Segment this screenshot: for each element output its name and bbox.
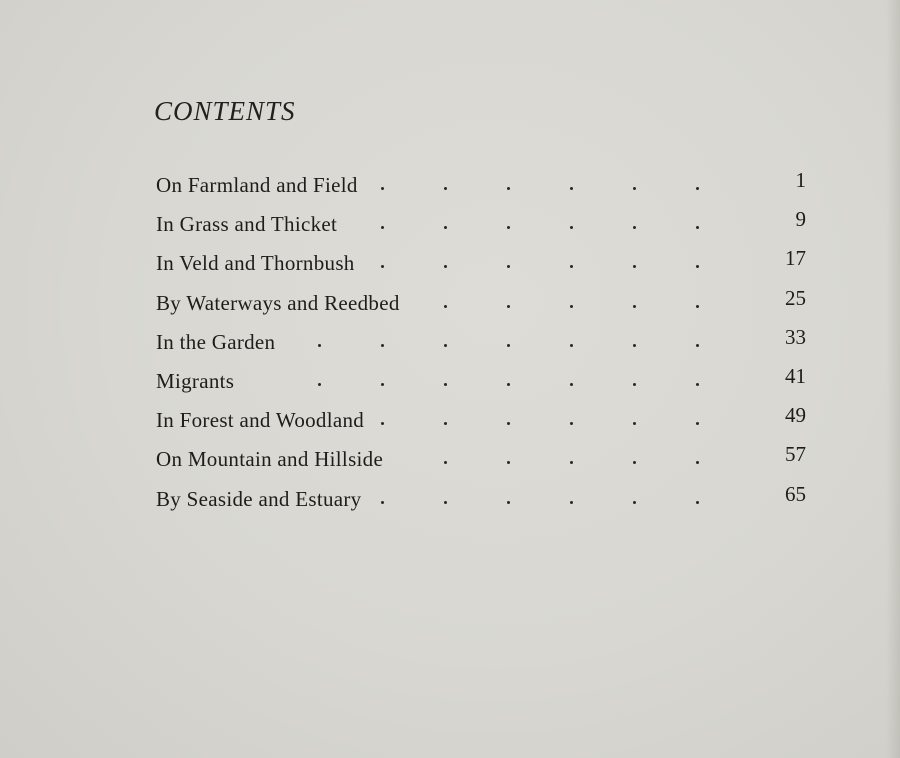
leader-dot [381,226,384,229]
leader-dot [570,422,573,425]
leader-dot [633,305,636,308]
toc-entry-page: 1 [795,168,806,192]
leader-dot [444,501,447,504]
toc-entry-page: 33 [785,324,806,349]
leader-dot [318,383,321,386]
toc-entry [156,323,816,362]
leader-dot [444,265,447,268]
toc-entry [156,440,816,479]
toc-entry [156,362,816,401]
leader-dot [570,383,573,386]
toc-entry-label: On Mountain and Hillside [156,447,384,472]
leader-dot [444,422,447,425]
toc-entry [156,166,816,205]
leader-dot [444,383,447,386]
leader-dot [696,187,699,190]
toc-entry-page: 41 [785,363,806,388]
leader-dot [696,344,699,347]
page-title: CONTENTS [154,96,296,126]
leader-dot [507,501,510,504]
leader-dot [570,265,573,268]
toc-entry-page: 9 [795,207,806,232]
leader-dot [570,187,573,190]
leader-dot [696,422,699,425]
toc-entry-page: 49 [785,403,806,428]
toc-entry-label: In Veld and Thornbush [156,251,355,276]
toc-entry-label: On Farmland and Field [156,173,358,197]
leader-dot [696,501,699,504]
toc-entry-label: Migrants [156,368,235,393]
leader-dot [444,187,447,190]
leader-dot [381,501,384,504]
table-of-contents [156,166,816,519]
toc-entry-label: By Seaside and Estuary [156,486,362,511]
leader-dot [507,461,510,464]
toc-entry [156,244,816,283]
toc-entry-page: 25 [785,285,806,310]
toc-entry-label: By Waterways and Reedbed [156,290,400,315]
toc-entry-label: In Grass and Thicket [156,212,338,237]
leader-dot [507,422,510,425]
leader-dot [570,461,573,464]
leader-dot [381,383,384,386]
toc-entry-page: 57 [785,442,806,467]
leader-dot [696,383,699,386]
leader-dot [696,226,699,229]
leader-dot [570,344,573,347]
leader-dot [696,305,699,308]
leader-dot [444,226,447,229]
toc-entry-page: 65 [785,481,806,506]
leader-dot [507,383,510,386]
leader-dot [633,226,636,229]
leader-dot [507,305,510,308]
leader-dot [570,501,573,504]
leader-dot [633,265,636,268]
leader-dot [507,344,510,347]
leader-dot [444,461,447,464]
leader-dot [507,226,510,229]
leader-dot [633,344,636,347]
leader-dot [696,265,699,268]
leader-dot [633,461,636,464]
leader-dot [444,344,447,347]
leader-dot [570,305,573,308]
leader-dot [633,422,636,425]
toc-entry [156,480,816,519]
leader-dot [381,422,384,425]
toc-entry-label: In Forest and Woodland [156,408,365,433]
leader-dot [507,265,510,268]
toc-entry-page: 17 [785,246,806,271]
toc-entry [156,284,816,323]
page-edge-shadow [886,0,900,758]
toc-entry-label: In the Garden [156,329,276,354]
leader-dot [381,265,384,268]
leader-dot [696,461,699,464]
leader-dot [507,187,510,190]
leader-dot [318,344,321,347]
leader-dot [633,501,636,504]
toc-entry [156,401,816,440]
toc-entry [156,205,816,244]
leader-dot [633,187,636,190]
leader-dot [570,226,573,229]
leader-dot [381,187,384,190]
leader-dot [381,344,384,347]
leader-dot [633,383,636,386]
leader-dot [444,305,447,308]
